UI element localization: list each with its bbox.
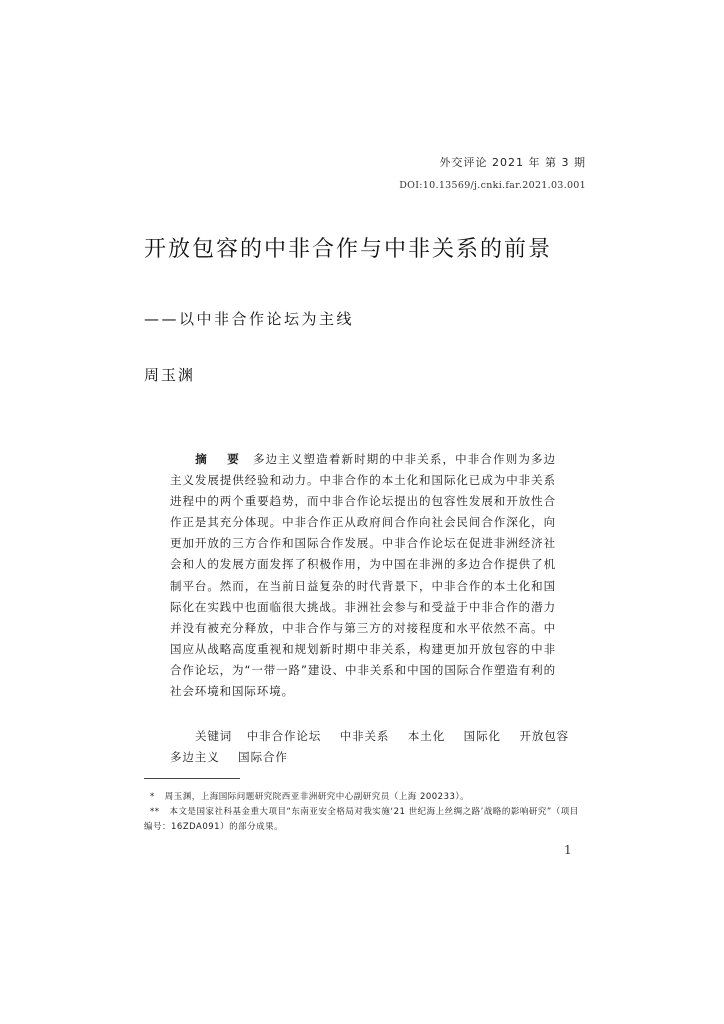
keywords-label: 关键词: [195, 729, 233, 743]
keywords-line-1: [170, 726, 570, 747]
footnote-text: 周玉渊，上海国际问题研究院西亚非洲研究中心副研究员（上海 200233）。: [164, 792, 470, 802]
keywords-line-2: [170, 747, 560, 768]
abstract-block: [170, 449, 556, 702]
page-number: 1: [564, 843, 572, 857]
footnote-mark: **: [150, 807, 160, 817]
keyword: 多边主义: [170, 750, 220, 764]
footnote-text: 本文是国家社科基金重大项目“东南亚安全格局对我实施‘21 世纪海上丝绸之路’战略的影响研究”（项目编号：16ZDA091）的部分成果。: [144, 807, 579, 832]
author-name: 周玉渊: [144, 366, 196, 384]
keyword: 中非关系: [339, 729, 390, 743]
article-subtitle: ——以中非合作论坛为主线: [144, 310, 355, 328]
keyword: 开放包容: [519, 729, 570, 743]
footnote-author: [144, 790, 584, 805]
article-title: 开放包容的中非合作与中非关系的前景: [144, 237, 553, 262]
keywords-block: [170, 726, 570, 768]
footnote-divider: [144, 778, 240, 779]
journal-header: 外交评论 2021 年 第 3 期: [439, 156, 586, 169]
footnote-funding: [144, 805, 584, 835]
footnotes: [144, 790, 584, 835]
doi-line: DOI:10.13569/j.cnki.far.2021.03.001: [399, 180, 586, 191]
keyword: 中非合作论坛: [246, 729, 322, 743]
keyword: 国际合作: [238, 750, 288, 764]
footnote-mark: *: [150, 792, 155, 802]
keyword: 本土化: [407, 729, 446, 743]
keyword: 国际化: [463, 729, 501, 743]
abstract-text: 多边主义塑造着新时期的中非关系，中非合作则为多边主义发展提供经验和动力。中非合作的本土化和国际化已成为中非关系进程中的两个重要趋势，而中非合作论坛提出的包容性发展和开放性合作正是其充分体现。中非合作正从政府间合作向社会民间合作深化，向更加开放的三方合作和国际合作发展。中非合作论坛在促进非洲经济社会和人的发展方面发挥了积极作用，为中国在非洲的多边合作提供了机制平台。然而，在当前日益复杂的时代背景下，中非合作的本土化和国际化在实践中也面临很大挑战。非洲社会参与和受益于中非合作的潜力并没有被充分释放，中非合作与第三方的对接程度和水平依然不高。中国应从战略高度重视和规划新时期中非关系，构建更加开放包容的中非合作论坛，为“一带一路”建设、中非关系和中国的国际合作塑造有利的社会环境和国际环境。: [170, 452, 556, 699]
abstract-label: 摘 要: [195, 452, 248, 466]
